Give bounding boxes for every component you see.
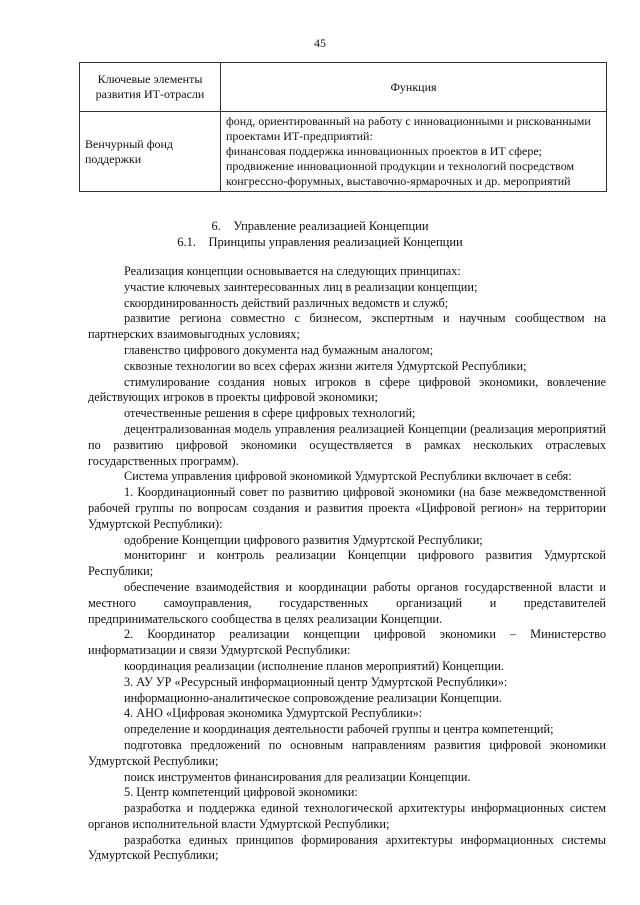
paragraph: обеспечение взаимодействия и координации работы органов государственной власти и местного самоуправления, государственных организаций и представителей предпринимательского сообщества в целях реализации Концепции. xyxy=(88,579,606,626)
table-cell-functions xyxy=(221,112,607,192)
paragraph: разработка единых принципов формирования архитектуры информационных системы Удмуртской Республики; xyxy=(88,832,606,863)
table-cell-element: Венчурный фонд поддержки xyxy=(80,112,221,192)
table-header-row xyxy=(80,63,607,112)
paragraph: децентрализованная модель управления реализацией Концепции (реализация мероприятий по развитию цифровой экономики осуществляется в рамках нескольких отраслевых государственных программ). xyxy=(88,421,606,468)
paragraph: Система управления цифровой экономикой Удмуртской Республики включает в себя: xyxy=(124,469,572,484)
paragraph: информационно-аналитическое сопровождение реализации Концепции. xyxy=(124,690,502,705)
paragraph: стимулирование создания новых игроков в сфере цифровой экономики, вовлечение действующих игроков в проекты цифровой экономики; xyxy=(88,374,606,405)
function-item: финансовая поддержка инновационных проектов в ИТ сфере; xyxy=(226,144,542,158)
table-header-elements: Ключевые элементы развития ИТ-отрасли xyxy=(80,63,221,112)
paragraph: участие ключевых заинтересованных лиц в реализации концепции; xyxy=(124,279,478,294)
paragraph: 3. АУ УР «Ресурсный информационный центр Удмуртской Республики»: xyxy=(124,674,508,689)
it-elements-table xyxy=(79,62,607,192)
paragraph: разработка и поддержка единой технологической архитектуры информационных систем органов исполнительной власти Удмуртской Республики; xyxy=(88,801,606,831)
paragraph: подготовка предложений по основным направлениям развития цифровой экономики Удмуртской Республики; xyxy=(88,737,606,768)
paragraph: развитие региона совместно с бизнесом, экспертным и научным сообществом на партнерских взаимовыгодных условиях; xyxy=(88,311,606,342)
section-subtitle: 6.1. Принципы управления реализацией Концепции xyxy=(177,235,463,249)
table-row xyxy=(80,112,607,192)
paragraph: одобрение Концепции цифрового развития Удмуртской Республики; xyxy=(124,532,483,547)
paragraph: сквозные технологии во всех сферах жизни жителя Удмуртской Республики; xyxy=(124,358,527,373)
section-title: 6. Управление реализацией Концепции xyxy=(211,219,429,233)
paragraph: Реализация концепции основывается на следующих принципах: xyxy=(124,264,461,278)
body-text xyxy=(88,264,606,864)
table-header-function: Функция xyxy=(221,63,607,112)
paragraph: 1. Координационный совет по развитию цифровой экономики (на базе межведомственной рабочей группы по вопросам создания и развития проекта «Цифровой регион» на территории Удмуртской Республики): xyxy=(88,485,606,531)
paragraph: скоординированность действий различных ведомств и служб; xyxy=(124,295,449,310)
paragraph: главенство цифрового документа над бумажным аналогом; xyxy=(124,342,434,357)
page-number: 45 xyxy=(314,36,326,50)
paragraph: отечественные решения в сфере цифровых технологий; xyxy=(124,406,416,421)
paragraph: 4. АНО «Цифровая экономика Удмуртской Республики»: xyxy=(124,706,423,721)
paragraph: поиск инструментов финансирования для реализации Концепции. xyxy=(124,769,471,784)
paragraph: мониторинг и контроль реализации Концепции цифрового развития Удмуртской Республики; xyxy=(88,548,606,579)
paragraph: 5. Центр компетенций цифровой экономики: xyxy=(124,785,358,800)
function-item: продвижение инновационной продукции и технологий посредством конгрессно-форумных, выставочно-ярмарочных и др. мероприятий xyxy=(226,159,575,188)
paragraph: координация реализации (исполнение планов мероприятий) Концепции. xyxy=(124,658,504,673)
paragraph: 2. Координатор реализации концепции цифровой экономики – Министерство информатизации и связи Удмуртской Республики: xyxy=(88,627,606,658)
paragraph: определение и координация деятельности рабочей группы и центра компетенций; xyxy=(124,722,554,737)
function-item: фонд, ориентированный на работу с инновационными и рискованными проектами ИТ-предприятий: xyxy=(226,114,591,143)
